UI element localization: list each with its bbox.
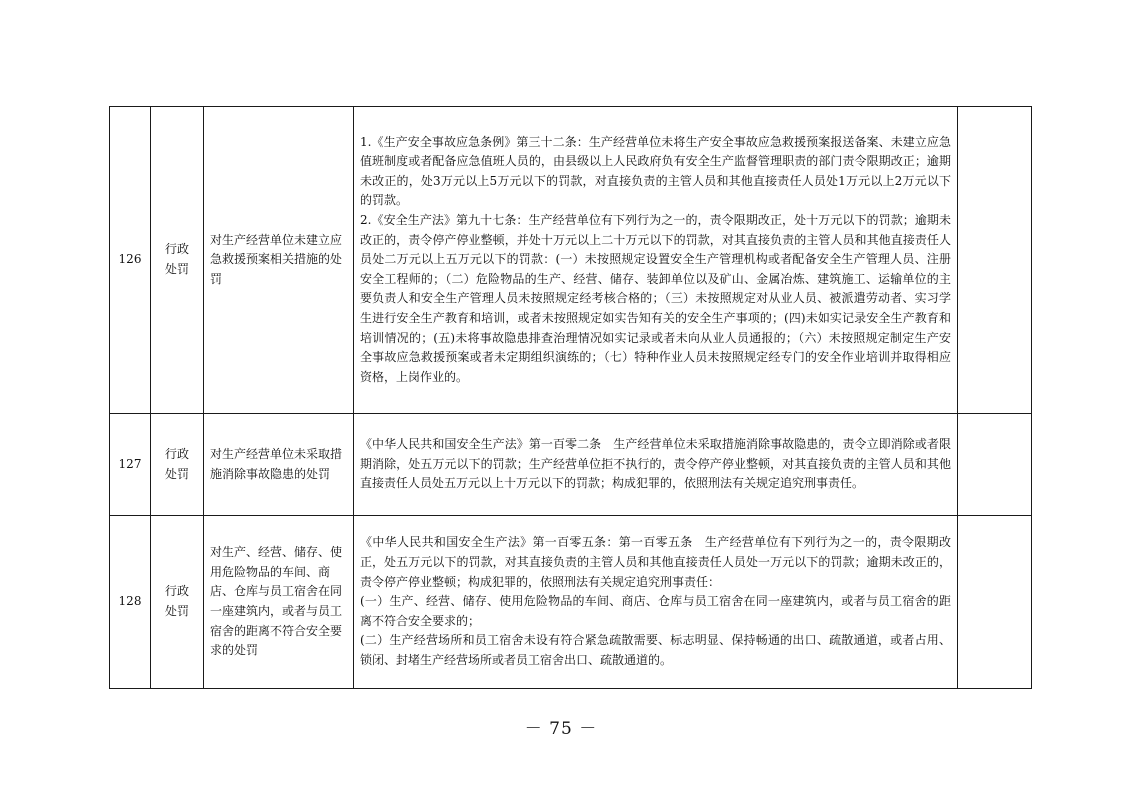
legal-basis-paragraph: 《中华人民共和国安全生产法》第一百零二条 生产经营单位未采取措施消除事故隐患的，责令立即消除或者限期消除，处五万元以下的罚款；生产经营单位拒不执行的，责令停产停业整顿，对其直接负责的主管人员和其他直接责任人员处五万元以上十万元以下的罚款；构成犯罪的，依照刑法有关规定追究刑事责任。 (360, 437, 951, 491)
penalty-item: 对生产经营单位未建立应急救援预案相关措施的处罚 (204, 107, 354, 414)
table-row (110, 414, 1032, 516)
legal-basis (354, 107, 958, 414)
legal-basis (354, 414, 958, 516)
row-number: 127 (110, 414, 151, 516)
row-number: 128 (110, 516, 151, 689)
penalty-type-line: 处罚 (164, 466, 189, 481)
empty-cell (958, 516, 1032, 689)
penalty-type-line: 行政 (164, 446, 189, 461)
table-row (110, 107, 1032, 414)
empty-cell (958, 107, 1032, 414)
legal-basis-paragraph: 《中华人民共和国安全生产法》第一百零五条：第一百零五条 生产经营单位有下列行为之一的，责令限期改正，处五万元以下的罚款，对其直接负责的主管人员和其他直接责任人员处一万元以下的罚款；逾期未改正的，责令停产停业整顿；构成犯罪的，依照刑法有关规定追究刑事责任： (360, 535, 951, 589)
penalty-type-line: 行政 (164, 584, 189, 599)
penalty-item: 对生产、经营、储存、使用危险物品的车间、商店、仓库与员工宿舍在同一座建筑内，或者与员工宿舍的距离不符合安全要求的处罚 (204, 516, 354, 689)
legal-basis-paragraph: 2.《安全生产法》第九十七条：生产经营单位有下列行为之一的，责令限期改正，处十万元以下的罚款；逾期未改正的，责令停产停业整顿，并处十万元以上二十万元以下的罚款，对其直接负责的主管人员和其他直接责任人员处二万元以上五万元以下的罚款：(一）未按照规定设置安全生产管理机构或者配备安全生产管理人员、注册安全工程师的；（二）危险物品的生产、经营、储存、装卸单位以及矿山、金属冶炼、建筑施工、运输单位的主要负责人和安全生产管理人员未按照规定经考核合格的；（三）未按照规定对从业人员、被派遣劳动者、实习学生进行安全生产教育和培训，或者未按照规定如实告知有关的安全生产事项的；(四)未如实记录安全生产教育和培训情况的；(五)未将事故隐患排查治理情况如实记录或者未向从业人员通报的；（六）未按照规定制定生产安全事故应急救援预案或者未定期组织演练的；（七）特种作业人员未按照规定经专门的安全作业培训并取得相应资格，上岗作业的。 (360, 213, 951, 384)
legal-basis-paragraph: (一）生产、经营、储存、使用危险物品的车间、商店、仓库与员工宿舍在同一座建筑内，或者与员工宿舍的距离不符合安全要求的； (360, 594, 951, 628)
penalty-type-line: 行政 (164, 242, 189, 257)
penalty-table (109, 106, 1032, 689)
penalty-type-line: 处罚 (164, 604, 189, 618)
legal-basis (354, 516, 958, 689)
penalty-type (151, 414, 204, 516)
empty-cell (958, 414, 1032, 516)
penalty-item: 对生产经营单位未采取措施消除事故隐患的处罚 (204, 414, 354, 516)
legal-basis-paragraph: (二）生产经营场所和员工宿舍未设有符合紧急疏散需要、标志明显、保持畅通的出口、疏散通道，或者占用、锁闭、封堵生产经营场所或者员工宿舍出口、疏散通道的。 (360, 633, 951, 667)
page-number: － 75 － (524, 719, 598, 739)
penalty-type-line: 处罚 (164, 262, 189, 276)
penalty-type (151, 107, 204, 414)
legal-basis-paragraph: 1.《生产安全事故应急条例》第三十二条：生产经营单位未将生产安全事故应急救援预案报送备案、未建立应急值班制度或者配备应急值班人员的，由县级以上人民政府负有安全生产监督管理职责的部门责令限期改正；逾期未改正的，处3万元以上5万元以下的罚款，对直接负责的主管人员和其他直接责任人员处1万元以上2万元以下的罚款。 (360, 134, 951, 208)
table-row (110, 516, 1032, 689)
penalty-type (151, 516, 204, 689)
row-number: 126 (110, 107, 151, 414)
